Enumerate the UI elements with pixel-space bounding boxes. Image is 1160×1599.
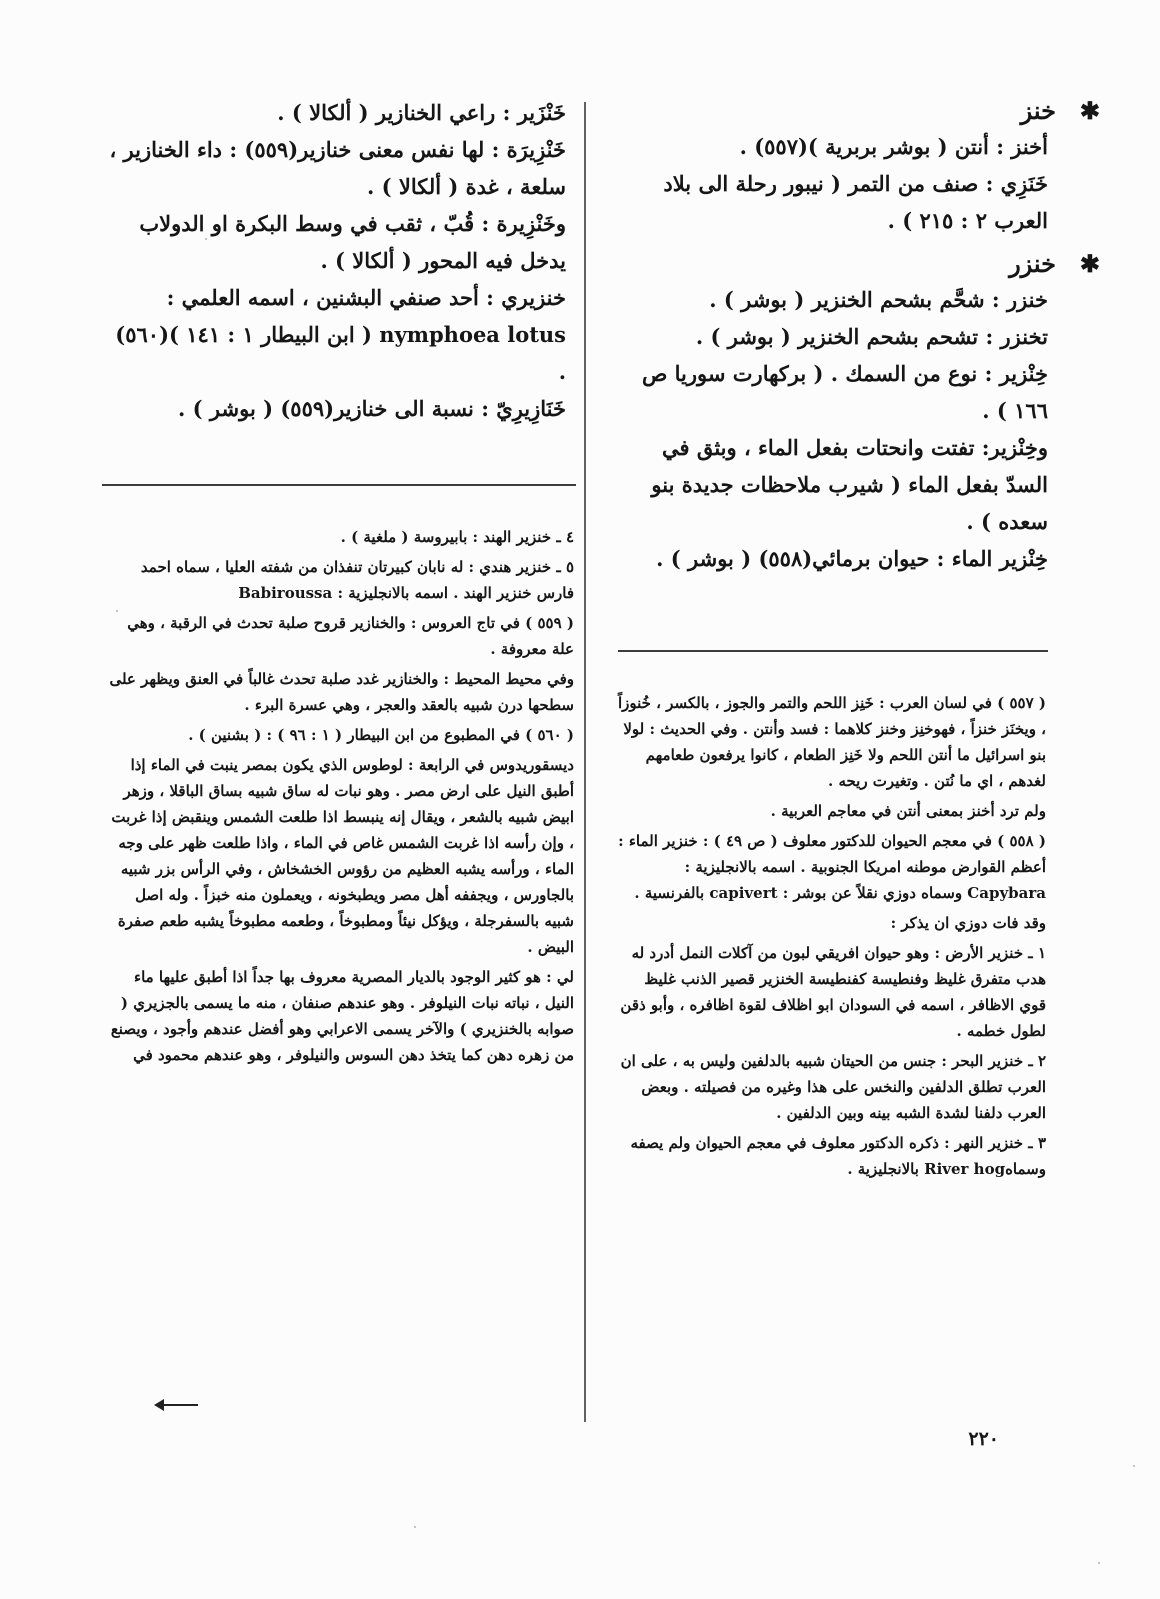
- right-column-footnotes: [616, 690, 1046, 1410]
- scan-speck: [1133, 1465, 1135, 1467]
- footnote: ٥ ـ خنزير هندي : له نابان كبيرتان تنفذان من شفته العليا ، سماه احمد فارس خنزير الهند . اسمه بالانجليزية : Babiroussa: [140, 558, 574, 602]
- page-number: ٢٢٠: [968, 1428, 999, 1450]
- footnote: لي : هو كثير الوجود بالديار المصرية معروف بها جداً اذا أطبق عليها ماء النيل ، نباته نبات النيلوفر . وهو عندهم صنفان ، منه ما يسمى بالجزيري ( صوابه بالخنزيري ) والآخر يسمى الاعرابي وهو أفضل عندهم وأجود ، ويصنع من زهره دهن كما يتخذ دهن السوس والنيلوفر ، وهو عندهم محمود في: [110, 968, 574, 1064]
- footnote-rule: [102, 484, 576, 486]
- entry-line: خَنْزِيرَة : لها نفس معنى خنازير(٥٥٩) : داء الخنازير ، سلعة ، غدة ( ألكالا ) .: [109, 137, 566, 199]
- footnote: ٤ ـ خنزير الهند : بابيروسة ( ملغية ) .: [340, 528, 574, 546]
- left-column-footnotes: [104, 524, 574, 1404]
- entry-line: خَنَازِيرِيّ : نسبة الى خنازير(٥٥٩) ( بوشر ) .: [178, 396, 566, 421]
- footnote: ولم ترد أخنز بمعنى أنتن في معاجم العربية .: [770, 802, 1046, 820]
- entry-line: خنزيري : أحد صنفي البشنين ، اسمه العلمي : nymphoea lotus ( ابن البيطار ١ : ١٤١ )(٥٦٠) .: [115, 285, 566, 384]
- footnote: ( ٥٥٨ ) في معجم الحيوان للدكتور معلوف ( ص ٤٩ ) : خنزير الماء : أعظم القوارض موطنه امريكا الجنوبية . اسمه بالانجليزية : Capybara وسماه دوزي نقلاً عن بوشر : capivert بالفرنسية .: [618, 832, 1046, 902]
- entry-line: وخَنْزِيرة : قُبّ ، ثقب في وسط البكرة او الدولاب يدخل فيه المحور ( ألكالا ) .: [139, 211, 566, 273]
- entry-line: خِنْزير الماء : حيوان برمائي(٥٥٨) ( بوشر ) .: [656, 546, 1048, 571]
- footnote: ( ٥٥٧ ) في لسان العرب : خَنِز اللحم والتمر والجوز ، بالكسر ، خُنوزاً ، ويخنَز خنزاً ، فهوخنِز وخنز كلاهما : فسد وأنتن . وفي الحديث : لولا بنو اسرائيل ما أنتن اللحم ولا خَنِز الطعام ، كانوا يرفعون طعامهم لغدهم ، اي ما نُتن . وتغيرت ريحه .: [617, 694, 1046, 790]
- entry-khnzr: [616, 247, 1100, 577]
- footnote: ٣ ـ خنزير النهر : ذكره الدكتور معلوف في معجم الحيوان ولم يصفه وسماهRiver hog بالانجليزية .: [630, 1134, 1046, 1178]
- continuation-arrow-icon: [156, 1404, 198, 1406]
- footnote-rule: [618, 650, 1048, 652]
- entry-title: خنز: [1020, 96, 1056, 125]
- footnote: ( ٥٥٩ ) في تاج العروس : والخنازير قروح صلبة تحدث في الرقبة ، وهي علة معروفة .: [127, 614, 574, 658]
- footnote: ٢ ـ خنزير البحر : جنس من الحيتان شبيه بالدلفين وليس به ، على ان العرب تطلق الدلفين والنخس على هذا وغيره من فصيلته . وبعض العرب دلفنا لشدة الشبه بينه وبين الدلفين .: [620, 1052, 1046, 1122]
- entry-line: خَنْزَير : راعي الخنازير ( ألكالا ) .: [277, 100, 566, 125]
- entry-line: تخنزر : تشحم بشحم الخنزير ( بوشر ) .: [695, 324, 1048, 349]
- entry-line: خِنْزير : نوع من السمك . ( بركهارت سوريا ص ١٦٦ ) .: [641, 361, 1048, 423]
- asterisk-icon: ✱: [1079, 96, 1100, 125]
- entry-khnz: [616, 94, 1100, 239]
- footnote: ١ ـ خنزير الأرض : وهو حيوان افريقي لبون من آكلات النمل أدرد له هدب متفرق غليظ وفنطيسة كفنطيسة الخنزير قصير الذنب غليظ قوي الاظافر ، اسمه في السودان ابو اظلاف لقوة اظافره ، وأبو ذقن لطول خطمه .: [620, 944, 1046, 1040]
- entry-title: خنزر: [1009, 249, 1056, 278]
- entry-line: خنزر : شحَّم بشحم الخنزير ( بوشر ) .: [709, 287, 1048, 312]
- entry-line: أخنز : أنتن ( بوشر بربرية )(٥٥٧) .: [739, 134, 1048, 159]
- footnote: وفي محيط المحيط : والخنازير غدد صلبة تحدث غالباً في العنق ويظهر على سطحها درن شبيه بالعقد والعجر ، وهي عسرة البرء .: [109, 670, 574, 714]
- entry-line: وخِنْزير: تفتت وانحتات بفعل الماء ، وبثق في السدّ بفعل الماء ( شيرب ملاحظات جديدة بنو سعده ) .: [651, 435, 1048, 534]
- scan-speck: [1098, 1562, 1100, 1564]
- entry-heading: [616, 94, 1100, 128]
- asterisk-icon: ✱: [1079, 249, 1100, 278]
- scan-speck: [414, 1526, 416, 1528]
- entry-heading: [616, 247, 1100, 281]
- footnote: ( ٥٦٠ ) في المطبوع من ابن البيطار ( ١ : ٩٦ ) : ( بشنين ) .: [188, 726, 574, 744]
- footnote: ديسقوريدوس في الرابعة : لوطوس الذي يكون بمصر ينبت في الماء إذا أطبق النيل على ارض مصر . وهو نبات له ساق شبيه بساق الباقلا ، وزهر ابيض شبيه بالشعر ، ويقال إنه ينبسط اذا طلعت الشمس وينقبض إذا غربت ، وإن رأسه اذا غربت الشمس غاص في الماء ، واذا طلعت ظهر على وجه الماء ، ورأسه يشبه العظيم من رؤوس الخشخاش ، وفي الرأس بزر شبيه بالجاورس ، ويجففه أهل مصر ويطبخونه ، ويعملون منه خبزاً . وله اصل شبيه بالسفرجلة ، ويؤكل نيئاً ومطبوخاً ، وطعمه مطبوخاً يشبه طعم صفرة البيض .: [111, 756, 574, 956]
- column-divider: [584, 102, 586, 1422]
- footnote: وقد فات دوزي ان يذكر :: [890, 914, 1046, 932]
- entry-line: خَنَزِي : صنف من التمر ( نيبور رحلة الى بلاد العرب ٢ : ٢١٥ ) .: [663, 171, 1048, 233]
